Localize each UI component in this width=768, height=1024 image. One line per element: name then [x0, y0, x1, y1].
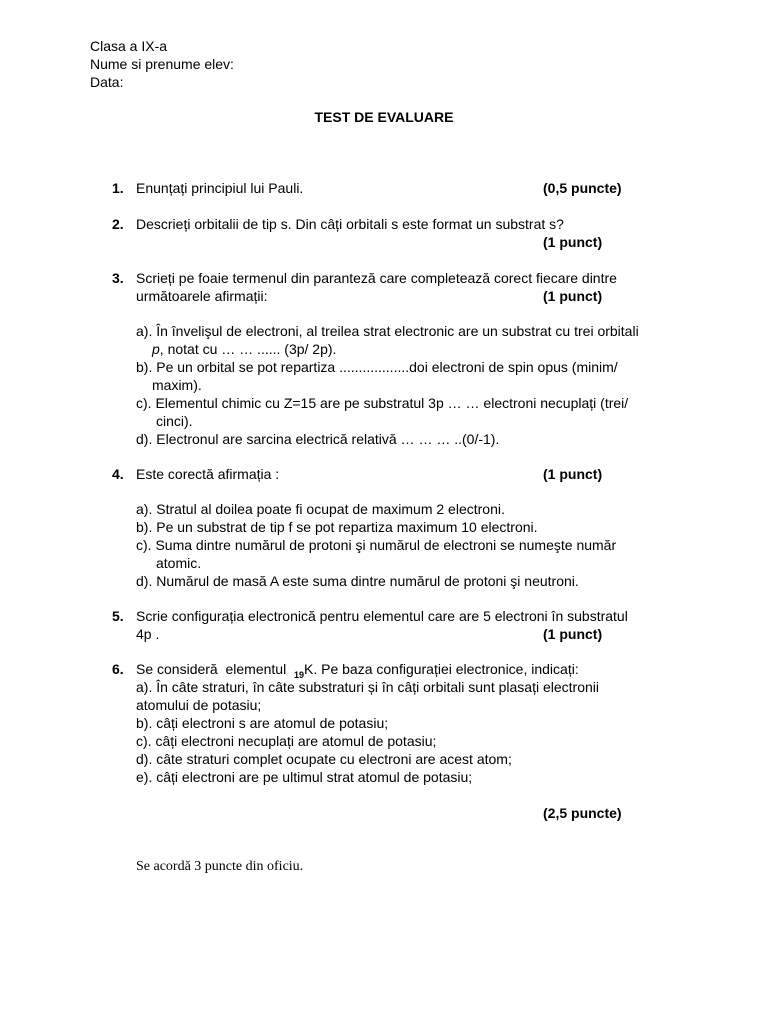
q6-item-a-line2: atomului de potasiu; [136, 697, 262, 713]
q2-text: Descrieți orbitalii de tip s. Din câți orbitali s este format un substrat s? [136, 216, 564, 232]
q4-points: (1 punct) [543, 466, 603, 482]
q5-points: (1 punct) [543, 626, 603, 642]
q5-number: 5. [112, 608, 124, 624]
q6-intro-a: Se consideră elementul [136, 661, 294, 677]
q6-item-a-line1: a). În câte straturi, în câte substraturi și în câți orbitali sunt plasați electronii [136, 679, 599, 695]
q2-points: (1 punct) [543, 234, 603, 250]
q3-line1: Scrieți pe foaie termenul din paranteză care completează corect fiecare dintre [136, 270, 617, 286]
class-line: Clasa a IX-a [90, 38, 168, 54]
q3-item-a-line2 [152, 340, 336, 358]
q3-item-c-line2: cinci). [156, 413, 193, 429]
q4-item-b: b). Pe un substrat de tip f se pot repartiza maximum 10 electroni. [136, 519, 538, 535]
q6-intro [136, 660, 579, 678]
q6-number: 6. [112, 661, 124, 677]
q3-item-b-line2: maxim). [152, 377, 202, 393]
q4-number: 4. [112, 466, 124, 482]
date-line: Data: [90, 74, 124, 90]
q3-item-a-line1: a). În învelişul de electroni, al treilea strat electronic are un substrat cu trei orbitali [136, 323, 639, 339]
q6-item-c: c). câți electroni necuplați are atomul de potasiu; [136, 733, 437, 749]
q6-item-d: d). câte straturi complet ocupate cu electroni are acest atom; [136, 751, 512, 767]
q6-item-b: b). câți electroni s are atomul de potasiu; [136, 715, 389, 731]
q3-item-a-line2-rest: , notat cu … … ...... (3p/ 2p). [159, 341, 337, 357]
q3-points: (1 punct) [543, 288, 603, 304]
q1-text: Enunțați principiul lui Pauli. [136, 180, 304, 196]
q1-points: (0,5 puncte) [543, 180, 622, 196]
q3-item-b-line1: b). Pe un orbital se pot repartiza ..................doi electroni de spin opus (minim/ [136, 359, 618, 375]
q3-number: 3. [112, 270, 124, 286]
q4-item-c-line2: atomic. [156, 555, 202, 571]
q3-line2: următoarele afirmații: [136, 288, 268, 304]
q4-item-d: d). Numărul de masă A este suma dintre numărul de protoni şi neutroni. [136, 573, 579, 589]
q3-item-c-line1: c). Elementul chimic cu Z=15 are pe substratul 3p … … electroni necuplați (trei/ [136, 395, 629, 411]
q4-text: Este corectă afirmația : [136, 466, 280, 482]
q6-atomic-number: 19 [293, 669, 304, 680]
q5-line1: Scrie configurația electronică pentru elementul care are 5 electroni în substratul [136, 608, 628, 624]
q6-item-e: e). câți electroni are pe ultimul strat atomul de potasiu; [136, 769, 473, 785]
q3-item-a-p: p [152, 341, 160, 357]
q4-item-c-line1: c). Suma dintre numărul de protoni şi numărul de electroni se numeşte număr [136, 537, 617, 553]
page-title: TEST DE EVALUARE [314, 109, 454, 125]
q2-number: 2. [112, 216, 124, 232]
student-name-line: Nume si prenume elev: [90, 56, 234, 72]
q6-intro-b: K. Pe baza configurației electronice, indicați: [304, 661, 579, 677]
q1-number: 1. [112, 180, 124, 196]
q5-line2: 4p . [136, 626, 160, 642]
q3-item-d: d). Electronul are sarcina electrică relativă … … … ..(0/-1). [136, 431, 500, 447]
footer-note: Se acordă 3 puncte din oficiu. [136, 859, 304, 874]
q6-points: (2,5 puncte) [543, 805, 622, 821]
q4-item-a: a). Stratul al doilea poate fi ocupat de maximum 2 electroni. [136, 501, 505, 517]
